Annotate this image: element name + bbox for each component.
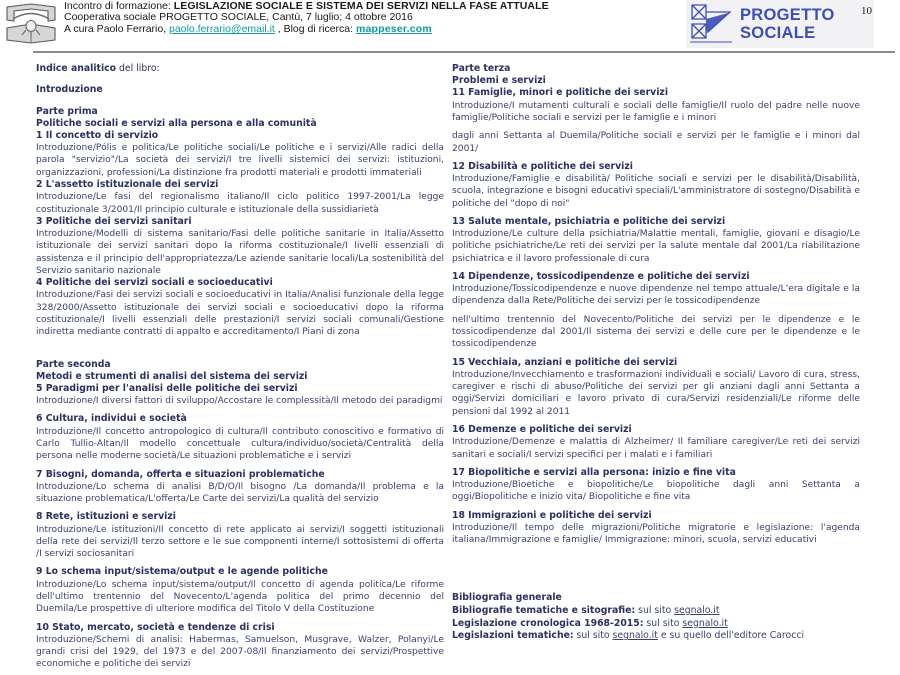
chapter-title: 15 Vecchiaia, anziani e politiche dei servizi xyxy=(452,356,678,368)
chapter-entry xyxy=(452,424,860,461)
bibliography-entry-text-before: sul sito xyxy=(635,605,675,617)
chapter-title: 16 Demenze e politiche dei servizi xyxy=(452,424,632,436)
segnalo-link[interactable]: segnalo.it xyxy=(674,605,720,617)
right-column xyxy=(452,63,860,643)
chapter-body: Introduzione/Bioetiche e biopolitiche/Le biopolitiche dagli anni Settanta a oggi/Biopolitiche e inizio vita/ Biopolitiche e fine vita xyxy=(452,480,860,503)
chapter-entry xyxy=(452,271,860,351)
chapter-entry xyxy=(452,510,860,547)
part-title-prima: Politiche sociali e servizi alla persona e alla comunità xyxy=(36,117,317,129)
chapter-title: 14 Dipendenze, tossicodipendenze e politiche dei servizi xyxy=(452,270,750,282)
chapter-body: Introduzione/Le culture della psichiatria/Malattie mentali, famiglie, giovani e disagio/Le politiche psichiatriche/Le reti dei servizi per la salute mentale dal 2001/La riabilitazione psichiatrica e il lavoro professionale di cura xyxy=(452,229,860,264)
page-number: 10 xyxy=(861,5,872,17)
chapter-entry xyxy=(452,216,860,265)
chapter-body-continued: nell'ultimo trentennio del Novecento/Politiche dei servizi per le dipendenze e le tossicodipendenze dal 2001/Il sistema dei servizi e delle cure per le dipendenze e le tossicodipendenze xyxy=(452,314,860,350)
bibliography-entry xyxy=(452,630,860,643)
chapter-title: 8 Rete, istituzioni e servizi xyxy=(36,511,176,523)
progetto-sociale-logo xyxy=(686,0,874,48)
header-credits-prefix: A cura Paolo Ferrario, xyxy=(64,23,170,35)
chapter-title: 2 L'assetto istituzionale dei servizi xyxy=(36,179,219,190)
chapter-title: 3 Politiche dei servizi sanitari xyxy=(36,215,192,227)
logo-word-progetto: PROGETTO xyxy=(740,6,835,24)
header-divider xyxy=(33,51,895,53)
progetto-sociale-logo-text xyxy=(740,6,835,42)
chapter-entry xyxy=(36,413,444,462)
chapter-entry xyxy=(452,161,860,210)
bibliography-entry xyxy=(452,618,860,631)
bibliography-entry-text-before: sul sito xyxy=(643,617,683,629)
bibliography-entry-label: Bibliografie tematiche e sitografie: xyxy=(452,605,636,617)
chapter-title: 9 Lo schema input/sistema/output e le agende politiche xyxy=(36,566,328,578)
chapter-body: Introduzione/Lo schema di analisi B/D/O/Il bisogno /La domanda/Il problema e la situazione problematica/L'offerta/Le Carte dei servizi/La qualità del servizio xyxy=(36,481,444,505)
chapter-body: Introduzione/Demenze e malattia di Alzheimer/ Il familiare caregiver/Le reti dei servizi sanitari e sociali/I servizi specifici per i malati e i familiari xyxy=(452,437,860,460)
email-link[interactable]: paolo.ferrario@email.it xyxy=(169,23,275,35)
chapter-body: Introduzione/Le fasi del regionalismo italiano/Il ciclo politico 1997-2001/La legge costituzionale 3/2001/Il principio culturale e istituzionale della sussidiarietà xyxy=(36,192,444,215)
header-text-block xyxy=(64,1,664,36)
part-title-seconda: Metodi e strumenti di analisi del sistema dei servizi xyxy=(36,370,308,382)
chapter-title: 13 Salute mentale, psichiatria e politiche dei servizi xyxy=(452,215,726,227)
chapter-title: 4 Politiche dei servizi sociali e socioeducativi xyxy=(36,277,273,289)
bibliography-entry-label: Legislazione cronologica 1968-2015: xyxy=(452,617,644,629)
chapter-entry xyxy=(36,469,444,506)
indice-analitico-label: Indice analitico xyxy=(36,63,117,74)
chapter-entry xyxy=(36,383,444,408)
part-title-terza: Problemi e servizi xyxy=(452,75,546,87)
part-label-terza: Parte terza xyxy=(452,63,511,74)
header-credits-line xyxy=(64,24,664,36)
blog-link[interactable]: mappeser.com xyxy=(355,23,432,35)
chapter-body: Introduzione/Famiglie e disabilità/ Politiche sociali e servizi per le disabilità/Disabilità, scuola, integrazione e bisogni educativi speciali/L'amministratore di sostegno/Disabilità e politiche del "dopo di noi" xyxy=(452,174,860,209)
indice-analitico-rest: del libro: xyxy=(116,63,160,74)
chapter-body-continued: dagli anni Settanta al Duemila/Politiche sociali e servizi per le famiglie e i minori dal 2001/ xyxy=(452,131,860,154)
chapter-title: 18 Immigrazioni e politiche dei servizi xyxy=(452,509,652,521)
header-title-main: LEGISLAZIONE SOCIALE E SISTEMA DEI SERVIZI NELLA FASE ATTUALE xyxy=(173,0,549,12)
chapter-title: 7 Bisogni, domanda, offerta e situazioni problematiche xyxy=(36,468,325,480)
chapter-body: Introduzione/Lo schema input/sistema/output/Il concetto di agenda politica/Le riforme dell'ultimo trentennio del Novecento/L'agenda politica del primo decennio del Duemila/Le prospettive di ulteriore modifica del Titolo V della Costituzione xyxy=(36,579,444,615)
chapter-entry xyxy=(36,566,444,615)
left-column xyxy=(36,63,444,671)
segnalo-link[interactable]: segnalo.it xyxy=(682,617,728,629)
chapter-title: 17 Biopolitiche e servizi alla persona: inizio e fine vita xyxy=(452,466,736,478)
header-credits-middle: , Blog di ricerca: xyxy=(274,23,356,35)
bibliography-entry-text-before: sul sito xyxy=(573,630,613,642)
header-title-prefix: Incontro di formazione: xyxy=(64,0,174,12)
section-introduzione: Introduzione xyxy=(36,84,103,96)
chapter-entry xyxy=(36,277,444,338)
progetto-sociale-logo-mark xyxy=(688,2,734,46)
page-header xyxy=(0,0,900,48)
chapter-title: 11 Famiglie, minori e politiche dei servizi xyxy=(452,87,669,99)
chapter-entry xyxy=(452,467,860,504)
part-label-seconda: Parte seconda xyxy=(36,358,111,370)
chapter-body: Introduzione/I diversi fattori di sviluppo/Accostare le complessità/Il metodo dei paradigmi xyxy=(36,396,443,407)
bibliography-entry xyxy=(452,605,860,618)
chapter-entry xyxy=(36,216,444,277)
logo-word-sociale: SOCIALE xyxy=(740,24,816,42)
indice-analitico-lead xyxy=(36,63,444,75)
bibliography-entry-text-after: e su quello dell'editore Carocci xyxy=(657,630,805,642)
chapter-entry xyxy=(36,622,444,671)
chapter-entry xyxy=(36,130,444,179)
chapter-entry xyxy=(36,511,444,560)
bibliography-entry-label: Legislazioni tematiche: xyxy=(452,630,574,642)
document-body xyxy=(0,63,900,670)
chapter-title: 6 Cultura, individui e società xyxy=(36,413,187,425)
chapter-title: 1 Il concetto di servizio xyxy=(36,129,159,141)
chapter-body: Introduzione/Fasi dei servizi sociali e socioeducativi in Italia/Analisi funzionale della legge 328/2000/Assetto istituzionale dei servizi sociali e socioeducativi dopo la riforma costituzionale/I livelli essenziali delle prestazioni/I servizi sociali comunali/Gestione indiretta mediante contratti di appalto e accreditamento/I Piani di zona xyxy=(36,290,444,338)
chapter-body: Introduzione/I mutamenti culturali e sociali delle famiglie/Il ruolo del padre nelle nuove famiglie/Politiche sociali e servizi per le famiglie e i minori xyxy=(452,100,860,123)
chapter-entry xyxy=(452,87,860,154)
chapter-title: 5 Paradigmi per l'analisi delle politiche dei servizi xyxy=(36,382,298,394)
bibliography-block xyxy=(452,592,860,642)
segnalo-link[interactable]: segnalo.it xyxy=(612,630,658,642)
chapter-title: 10 Stato, mercato, società e tendenze di crisi xyxy=(36,621,275,633)
chapter-body: Introduzione/Schemi di analisi: Habermas, Samuelson, Musgrave, Walzer, Polanyi/Le grandi crisi del 1929, del 1973 e del 2007-08/Il finanziamento dei servizi/Prospettive economiche e politiche dei servizi xyxy=(36,634,444,670)
header-subtitle-line: Cooperativa sociale PROGETTO SOCIALE, Cantù, 7 luglio; 4 ottobre 2016 xyxy=(64,11,413,24)
chapter-body: Introduzione/Invecchiamento e trasformazioni individuali e sociali/ Lavoro di cura, stress, caregiver e rischi di abuso/Politiche dei servizi per gli anziani dagli anni Settanta a oggi/Servizi domiciliari e lavoro privato di cura/Servizi residenziali/Le riforme delle pensioni dal 1992 al 2011 xyxy=(452,369,860,417)
chapter-body: Introduzione/Pólis e politica/Le politiche sociali/Le politiche e i servizi/Alle radici della parola "servizio"/La società dei servizi/I tre livelli sistemici dei servizi: istituzioni, organizzazioni, professioni/La distinzione fra prodotti materiali e prodotti immateriali xyxy=(36,143,444,178)
chapter-title: 12 Disabilità e politiche dei servizi xyxy=(452,160,633,172)
chapter-body: Introduzione/Modelli di sistema sanitario/Fasi delle politiche sanitarie in Italia/Assetto istituzionale dei servizi sanitari dopo la riforma costituzionale/I livelli essenziali di assistenza e il principio dell'appropriatezza/Le aziende sanitarie locali/La sostenibilità del Servizio sanitario nazionale xyxy=(36,229,444,276)
chapter-entry xyxy=(36,179,444,216)
chapter-body: Introduzione/Il concetto antropologico di cultura/Il contributo conoscitivo e formativo di Carlo Tullio-Altan/Il modello concettuale cultura/individuo/società/Centralità della persona nelle moderne società/Le situazioni problematiche e i servizi xyxy=(36,426,444,462)
chapter-body: Introduzione/Le istituzioni/Il concetto di rete applicato ai servizi/I soggetti istituzionali della rete dei servizi/Il terzo settore e le sue componenti interne/I sottosistemi di offerta /I servizi sociosanitari xyxy=(36,524,444,560)
chapter-body: Introduzione/Il tempo delle migrazioni/Politiche migratorie e legislazione: l'agenda italiana/Immigrazione e famiglie/ Immigrazione: minori, scuola, servizi educativi xyxy=(452,522,860,546)
cooperative-emblem-logo xyxy=(4,2,58,44)
chapter-body: Introduzione/Tossicodipendenze e nuove dipendenze nel tempo attuale/L'era digitale e la dipendenza dalla Rete/Politiche dei servizi per le tossicodipendenze xyxy=(452,284,860,307)
bibliography-title: Bibliografia generale xyxy=(452,592,562,604)
part-label-prima: Parte prima xyxy=(36,105,98,117)
chapter-entry xyxy=(452,357,860,418)
